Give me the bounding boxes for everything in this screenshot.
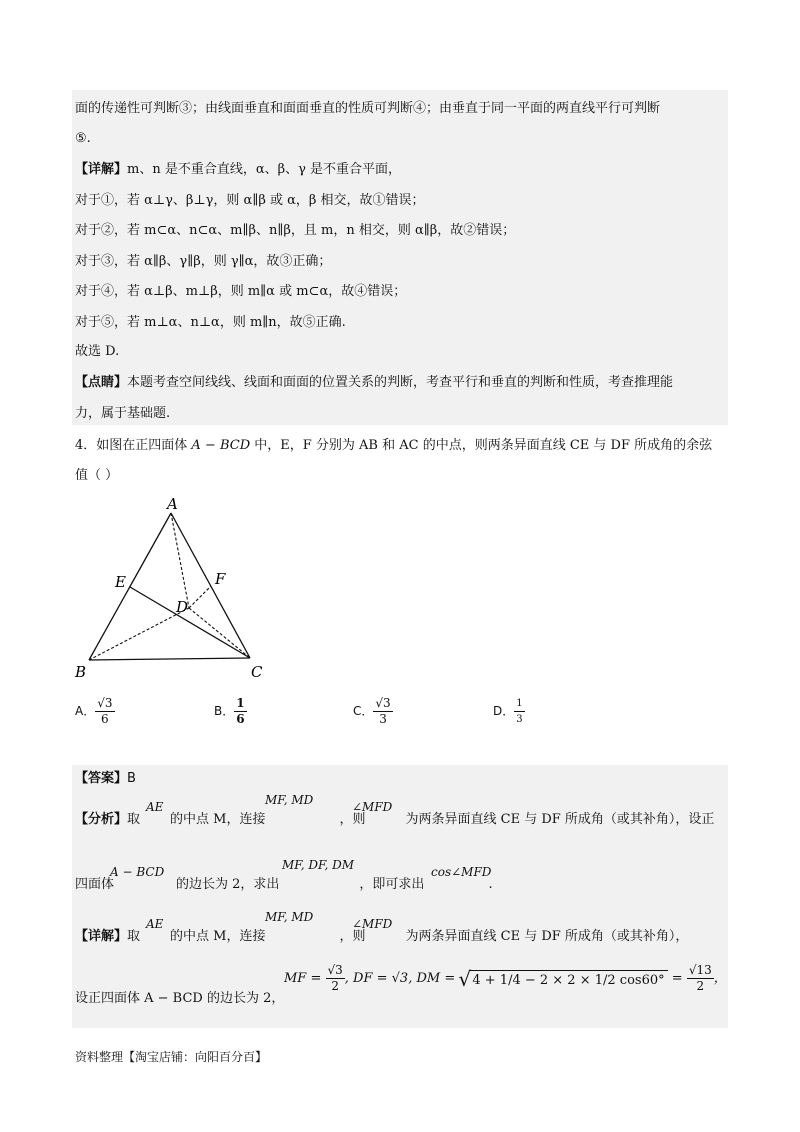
edge-CD [189,608,250,658]
text-line: 对于④，若 α⊥β、m⊥β，则 m∥α 或 m⊂α，故④错误； [75,284,407,299]
text-line: ⑤. [75,131,91,146]
option-A[interactable]: A． $\frac{√3}{6}$ [75,696,113,726]
comment-text: 本题考查空间线线、线面和面面的位置关系的判断，考查平行和垂直的判断和性质，考查推理能 [127,375,674,390]
detail-tag: 【详解】 [75,162,128,177]
detail2-mf-md: MF, MD [265,910,314,924]
question-4-line-1: 4．如图在正四面体 A − BCD 中，E，F 分别为 AB 和 AC 的中点，则两条异面直线 CE 与 DF 所成角的余弦 [75,438,713,453]
radical: √ 4 + 1/4 − 2 × 2 × 1/2 cos60° [469,970,667,988]
analysis-cos: cos∠MFD [431,865,492,879]
text-line: 对于③，若 α∥β、γ∥β，则 γ∥α，故③正确； [75,254,332,269]
text-line: 对于②，若 m⊂α、n⊂α、m∥β、n∥β，且 m，n 相交，则 α∥β，故②错误； [75,223,516,238]
analysis-line-1: 【分析】取 的中点 M，连接 ，则 为两条异面直线 CE 与 DF 所成角（或其补角），设正 [75,812,715,827]
analysis-solid: A − BCD [110,865,165,879]
segment-DF [189,586,211,608]
label-F: F [215,570,226,588]
comment-line [75,373,673,393]
edge-AC [171,513,250,658]
detail2-line-1: 【详解】取 的中点 M，连接 ，则 为两条异面直线 CE 与 DF 所成角（或其补角）， [75,929,689,944]
option-C[interactable]: C． $\frac{√3}{3}$ [353,696,391,726]
question-4-line-2: 值（ ） [75,468,119,483]
text-line: 故选 D. [75,344,120,359]
text-line: 对于①，若 α⊥γ、β⊥γ，则 α∥β 或 α，β 相交，故①错误； [75,193,425,208]
label-B: B [75,663,87,681]
label-E: E [115,573,126,591]
label-D: D [176,598,189,616]
text-line: 对于⑤，若 m⊥α、n⊥α，则 m∥n，故⑤正确. [75,315,346,330]
analysis-mf-md: MF, MD [265,793,314,807]
detail-text: m、n 是不重合直线，α、β、γ 是不重合平面， [127,162,402,177]
footer-source: 资料整理【淘宝店铺：向阳百分百】 [75,1050,268,1064]
option-B[interactable]: B． $\frac{1}{6}$ [214,696,245,726]
text-line: 力，属于基础题. [75,406,171,421]
comment-tag: 【点睛】 [75,375,128,390]
solid-name: A − BCD [191,438,251,453]
analysis-mf-df-dm: MF, DF, DM [282,858,354,872]
detail-line [75,160,401,180]
edge-AB [89,513,171,660]
tetrahedron-figure [70,495,290,685]
detail2-line-2: 设正四面体 A − BCD 的边长为 2， [75,991,285,1006]
label-C: C [251,663,263,681]
detail2-angle: ∠MFD [352,917,393,931]
option-D[interactable]: D． $\frac{1}{3}$ [493,698,523,725]
answer-line [75,769,136,789]
analysis-line-2: 四面体 的边长为 2，求出 ，即可求出 . [75,877,493,892]
detail2-ae: AE [146,917,164,931]
analysis-tag: 【分析】 [75,812,128,827]
edge-AD [171,513,189,608]
edge-BC [89,658,250,660]
formula: MF = $\frac{√3}{2}$ , DF = √3, DM = √ 4 + 1/4 − 2 × 2 × 1/2 cos60° = $\frac{√13}{2}$ ， [284,963,727,993]
analysis-angle: ∠MFD [352,800,393,814]
label-A: A [167,495,178,513]
text-line: 面的传递性可判断③；由线面垂直和面面垂直的性质可判断④；由垂直于同一平面的两直线平行可判断 [75,101,661,116]
analysis-ae: AE [146,800,164,814]
answer-tag: 【答案】 [75,771,128,786]
segment-CE [130,587,250,658]
detail2-tag: 【详解】 [75,929,128,944]
answer-value: B [127,771,136,786]
